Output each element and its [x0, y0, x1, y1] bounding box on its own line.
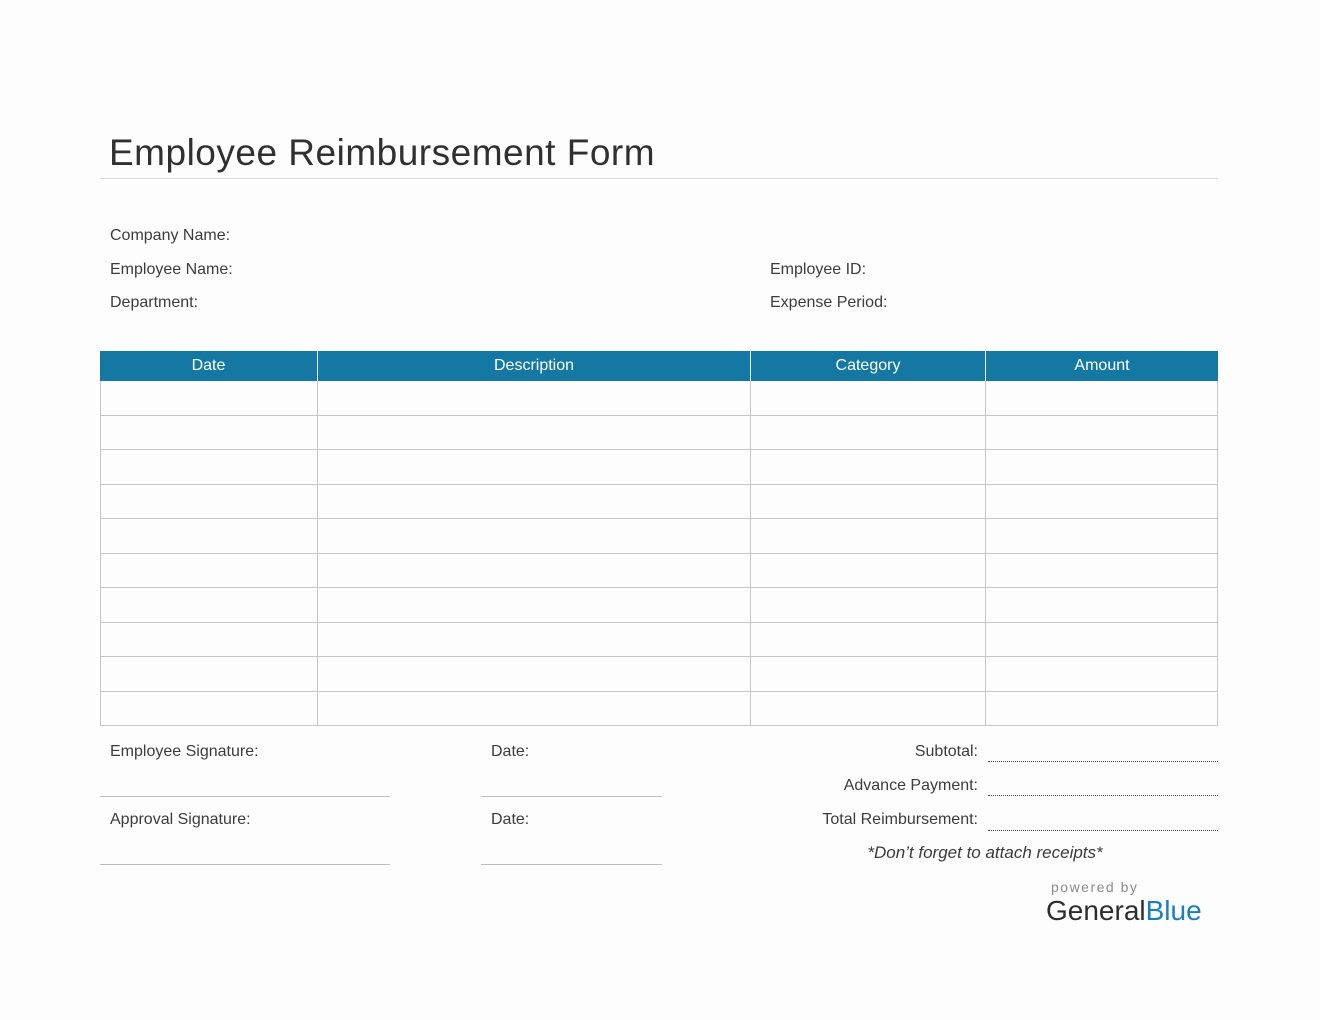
- table-cell-empty: [318, 623, 751, 658]
- table-cell-empty: [986, 381, 1218, 416]
- table-cell-empty: [986, 588, 1218, 623]
- table-cell-empty: [751, 450, 986, 485]
- table-cell-empty: [751, 381, 986, 416]
- table-cell-empty: [318, 657, 751, 692]
- employee-date-label: Date:: [491, 743, 530, 760]
- title-divider: [100, 178, 1218, 179]
- table-cell-empty: [751, 416, 986, 451]
- total-reimbursement-label: Total Reimbursement:: [822, 811, 978, 828]
- table-cell-empty: [751, 657, 986, 692]
- table-row: [100, 692, 1218, 727]
- table-cell-empty: [318, 485, 751, 520]
- table-cell-empty: [751, 588, 986, 623]
- approval-date-line: [481, 864, 662, 865]
- employee-name-label: Employee Name:: [110, 261, 233, 278]
- table-row: [100, 623, 1218, 658]
- table-cell-empty: [751, 692, 986, 727]
- table-cell-empty: [100, 554, 318, 589]
- brand-name-blue: Blue: [1145, 895, 1202, 926]
- table-cell-empty: [986, 657, 1218, 692]
- table-cell-empty: [986, 692, 1218, 727]
- table-cell-empty: [986, 554, 1218, 589]
- table-row: [100, 485, 1218, 520]
- subtotal-entry-line: [988, 761, 1218, 762]
- expense-table: [100, 351, 1218, 726]
- table-cell-empty: [986, 485, 1218, 520]
- table-cell-empty: [751, 554, 986, 589]
- table-row: [100, 381, 1218, 416]
- column-header-amount: Amount: [986, 351, 1218, 381]
- table-cell-empty: [100, 416, 318, 451]
- powered-by-text: powered by: [1051, 879, 1139, 895]
- approval-signature-label: Approval Signature:: [110, 811, 251, 828]
- employee-signature-label: Employee Signature:: [110, 743, 259, 760]
- advance-payment-entry-line: [988, 795, 1218, 796]
- generalblue-logo: [1046, 895, 1202, 927]
- column-header-date: Date: [100, 351, 318, 381]
- table-row: [100, 416, 1218, 451]
- table-cell-empty: [318, 450, 751, 485]
- approval-date-label: Date:: [491, 811, 530, 828]
- approval-signature-line: [100, 864, 390, 865]
- table-body: [100, 381, 1218, 726]
- table-cell-empty: [751, 485, 986, 520]
- table-cell-empty: [100, 657, 318, 692]
- employee-date-line: [481, 796, 662, 797]
- table-row: [100, 519, 1218, 554]
- table-cell-empty: [318, 588, 751, 623]
- table-cell-empty: [100, 588, 318, 623]
- expense-period-label: Expense Period:: [770, 294, 888, 311]
- table-cell-empty: [986, 450, 1218, 485]
- table-cell-empty: [100, 450, 318, 485]
- table-row: [100, 657, 1218, 692]
- total-reimbursement-entry-line: [988, 830, 1218, 831]
- table-cell-empty: [986, 519, 1218, 554]
- table-cell-empty: [100, 381, 318, 416]
- table-cell-empty: [318, 381, 751, 416]
- table-cell-empty: [318, 692, 751, 727]
- table-row: [100, 588, 1218, 623]
- employee-id-label: Employee ID:: [770, 261, 867, 278]
- table-cell-empty: [318, 554, 751, 589]
- table-cell-empty: [986, 623, 1218, 658]
- subtotal-label: Subtotal:: [914, 743, 978, 760]
- table-cell-empty: [318, 519, 751, 554]
- department-label: Department:: [110, 294, 199, 311]
- column-header-description: Description: [318, 351, 751, 381]
- table-cell-empty: [100, 623, 318, 658]
- table-cell-empty: [318, 416, 751, 451]
- table-cell-empty: [100, 485, 318, 520]
- attach-receipts-note: *Don’t forget to attach receipts*: [867, 843, 1103, 862]
- table-cell-empty: [100, 692, 318, 727]
- brand-name-general: General: [1046, 895, 1146, 926]
- table-cell-empty: [986, 416, 1218, 451]
- table-cell-empty: [100, 519, 318, 554]
- page-title: Employee Reimbursement Form: [109, 132, 656, 173]
- table-cell-empty: [751, 623, 986, 658]
- advance-payment-label: Advance Payment:: [843, 777, 978, 794]
- expense-table-header-row: [100, 351, 1218, 381]
- column-header-category: Category: [751, 351, 986, 381]
- table-cell-empty: [751, 519, 986, 554]
- table-row: [100, 450, 1218, 485]
- employee-signature-line: [100, 796, 390, 797]
- table-row: [100, 554, 1218, 589]
- company-name-label: Company Name:: [110, 227, 231, 244]
